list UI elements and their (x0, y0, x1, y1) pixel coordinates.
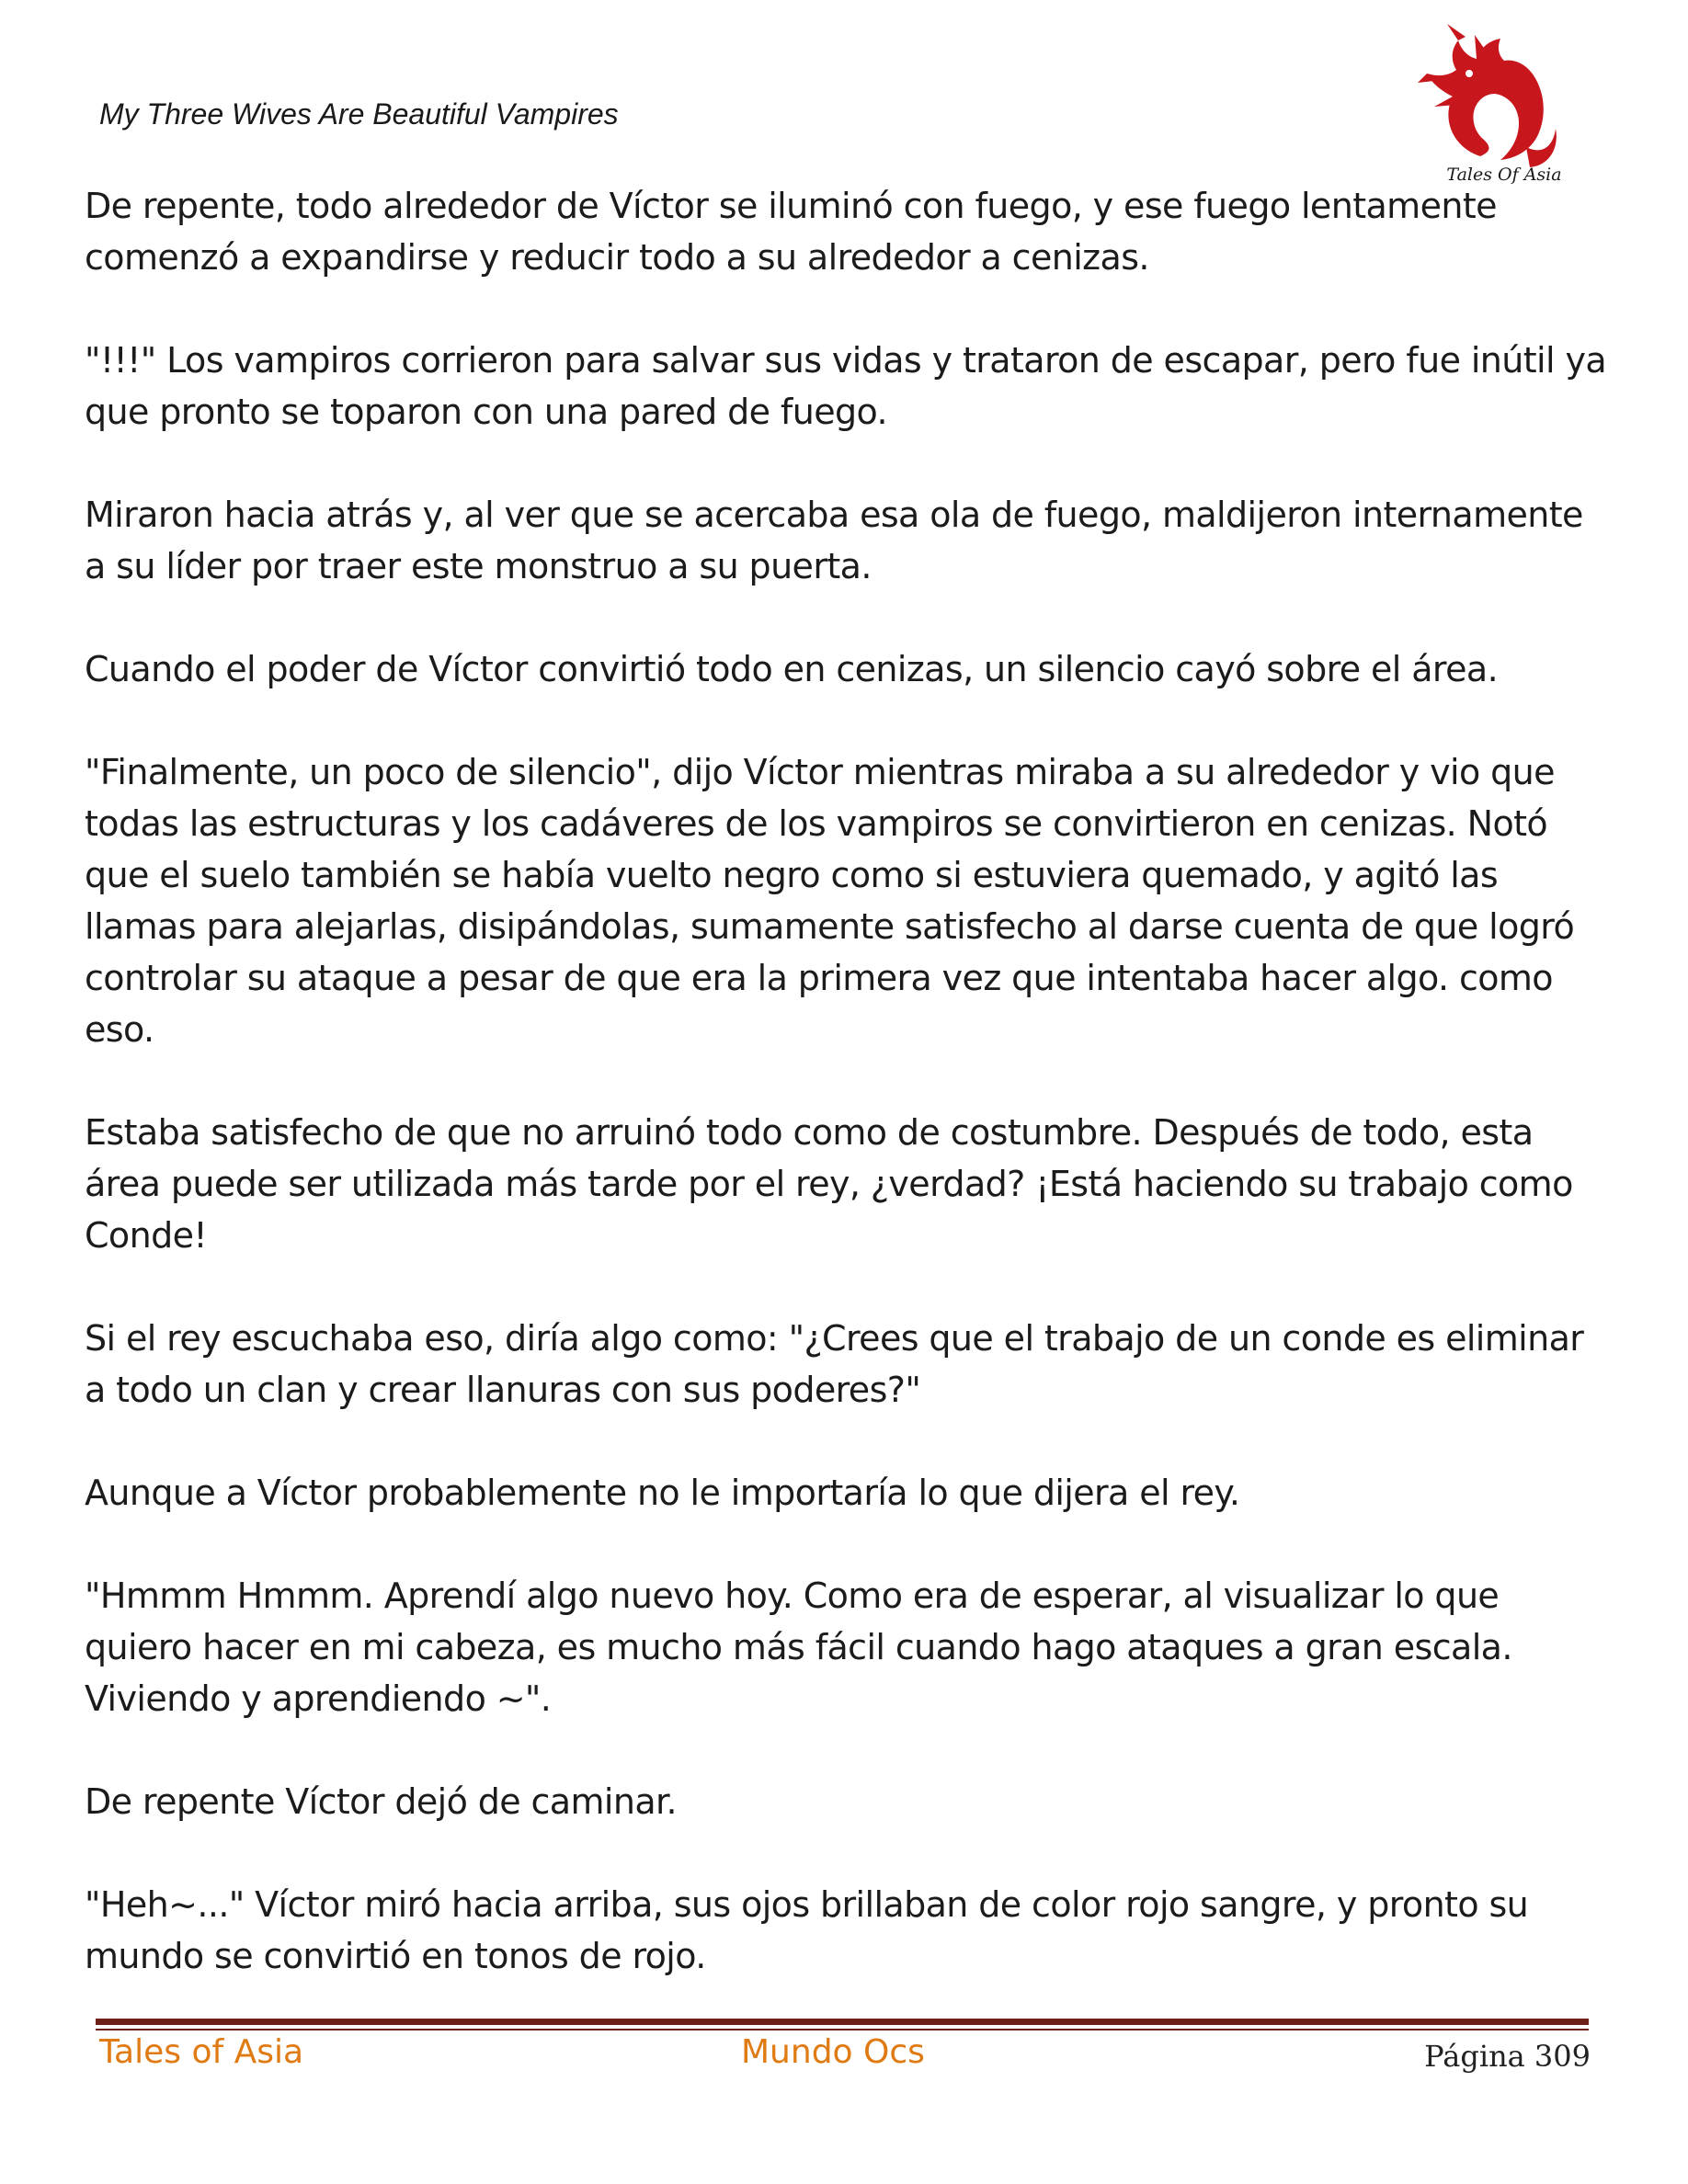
paragraph: Estaba satisfecho de que no arruinó todo como de costumbre. Después de todo, esta área puede ser utilizada más tarde por el rey, ¿verdad? ¡Está haciendo su trabajo como Conde! (85, 1112, 1573, 1256)
footer-site-name: Tales of Asia (99, 2033, 304, 2071)
footer-divider (96, 2019, 1589, 2025)
paragraph: "Hmmm Hmmm. Aprendí algo nuevo hoy. Como era de esperar, al visualizar lo que quiero hacer en mi cabeza, es mucho más fácil cuando hago ataques a gran escala. Viviendo y aprendiendo ~". (85, 1575, 1512, 1719)
tales-of-asia-logo (1416, 18, 1572, 184)
dragon-logo-icon (1416, 18, 1572, 184)
chapter-body (85, 180, 1611, 2033)
paragraph: Aunque a Víctor probablemente no le importaría lo que dijera el rey. (85, 1473, 1240, 1513)
paragraph: Miraron hacia atrás y, al ver que se acercaba esa ola de fuego, maldijeron internamente a su líder por traer este monstruo a su puerta. (85, 495, 1583, 586)
footer-translator: Mundo Ocs (741, 2033, 925, 2071)
logo-text: Tales Of Asia (1446, 165, 1562, 184)
page-number: Página 309 (1424, 2039, 1591, 2074)
paragraph: Cuando el poder de Víctor convirtió todo en cenizas, un silencio cayó sobre el área. (85, 649, 1499, 689)
paragraph: De repente, todo alrededor de Víctor se iluminó con fuego, y ese fuego lentamente comenzó a expandirse y reducir todo a su alrededor a cenizas. (85, 186, 1497, 278)
paragraph: "Heh~..." Víctor miró hacia arriba, sus ojos brillaban de color rojo sangre, y pronto su mundo se convirtió en tonos de rojo. (85, 1884, 1529, 1976)
paragraph: Si el rey escuchaba eso, diría algo como: "¿Crees que el trabajo de un conde es eliminar a todo un clan y crear llanuras con sus poderes?" (85, 1318, 1584, 1410)
book-title: My Three Wives Are Beautiful Vampires (99, 97, 619, 131)
footer-divider-thin (96, 2029, 1589, 2030)
paragraph: "!!!" Los vampiros corrieron para salvar sus vidas y trataron de escapar, pero fue inútil ya que pronto se toparon con una pared de fuego. (85, 340, 1607, 432)
paragraph: De repente Víctor dejó de caminar. (85, 1781, 678, 1822)
paragraph: "Finalmente, un poco de silencio", dijo Víctor mientras miraba a su alrededor y vio que todas las estructuras y los cadáveres de los vampiros se convirtieron en cenizas. Notó que el suelo también se había vuelto negro como si estuviera quemado, y agitó las llamas para alejarlas, disipándolas, sumamente satisfecho al darse cuenta de que logró controlar su ataque a pesar de que era la primera vez que intentaba hacer algo. como eso. (85, 752, 1575, 1050)
